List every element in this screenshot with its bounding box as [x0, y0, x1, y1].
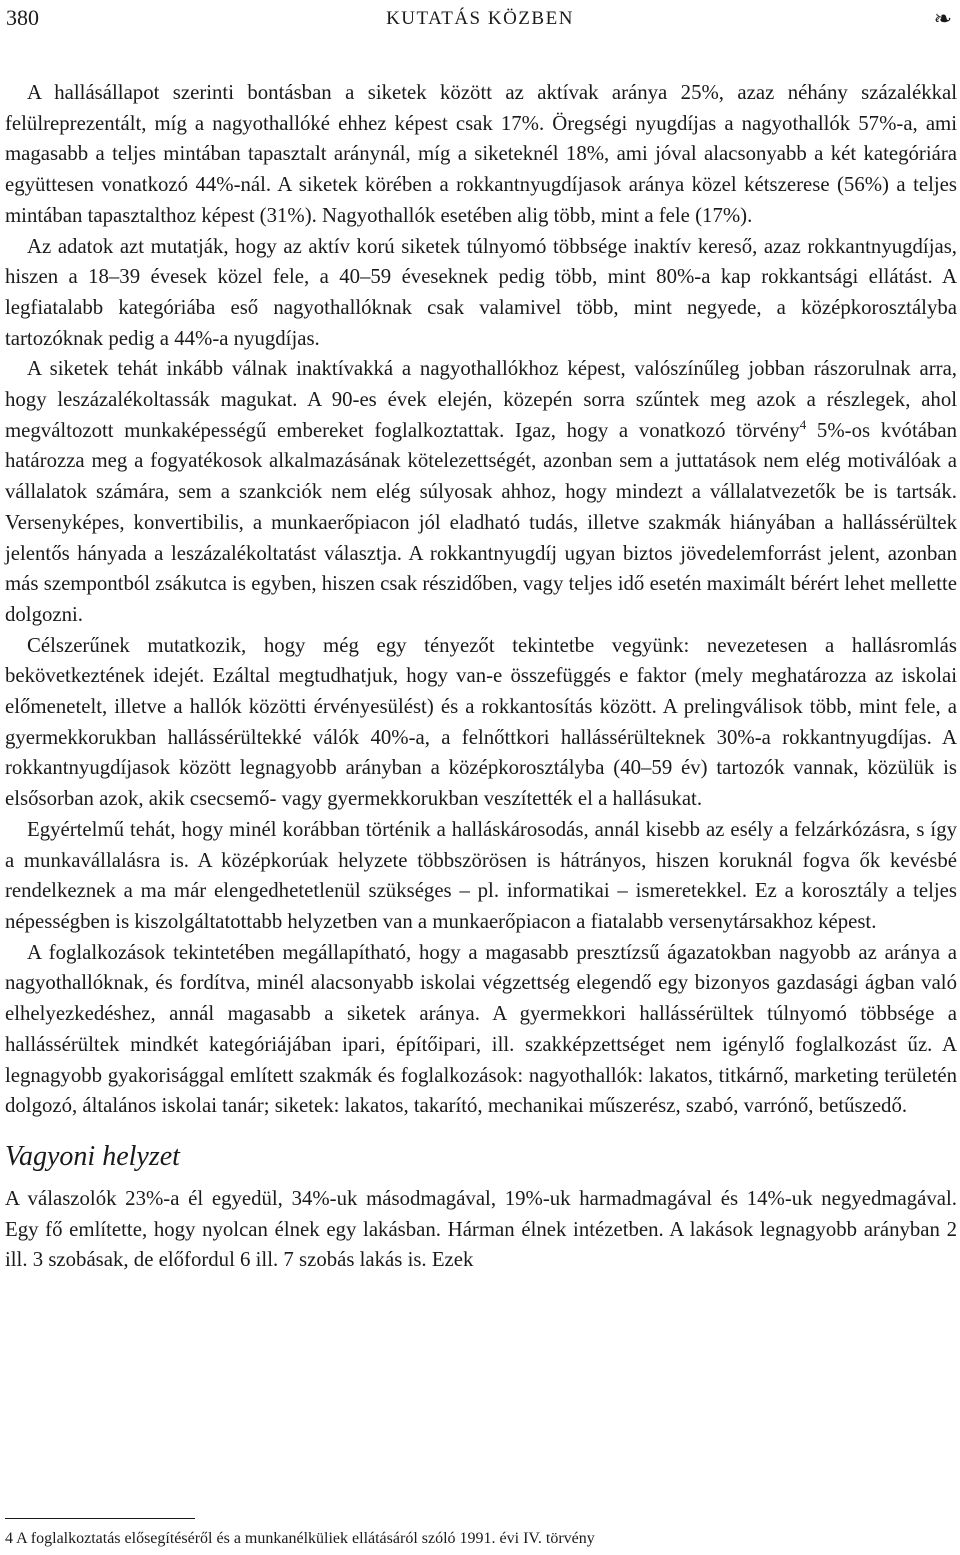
paragraph-5: Egyértelmű tehát, hogy minél korábban történik a halláskárosodás, annál kisebb az esély a felzárkózásra, s így a munkavállalásra is. A középkorúak helyzete többszörösen is hátrányos, hiszen koruknál fogva ők kevésbé rendelkeznek a ma már elengedhetetlenül szükséges – pl. informatikai – ismeretekkel. Ez a korosztály a teljes népességben is kiszolgáltatottabb helyzetben van a munkaerőpiacon a fiatalabb versenytársakhoz képest. [5, 817, 957, 933]
paragraph-4: Célszerűnek mutatkozik, hogy még egy tényezőt tekintetbe vegyünk: nevezetesen a hallásromlás bekövetkeztének idejét. Ezáltal megtudhatjuk, hogy van-e összefüggés e faktor (mely meghatározza az iskolai előmenetelt, illetve a hallók közötti érvényesülést) és a rokkantosítás között. A prelingválisok több, mint fele, a gyermekkorukban hallássérültekké válók 40%-a, a felnőttkori hallássérülteknek 30%-a rokkantnyugdíjas. A rokkantnyugdíjasok között legnagyobb arányban a középkorosztályba (40–59 év) tartozók vannak, közülük is elsősorban azok, akik csecsemő- vagy gyermekkorukban veszítették el a hallásukat. [5, 633, 957, 811]
running-header [6, 4, 954, 34]
body-text [5, 78, 957, 1276]
section-heading: Vagyoni helyzet [5, 1140, 180, 1172]
paragraph-3 [5, 354, 957, 630]
page-number: 380 [6, 5, 39, 30]
paragraph-3-end: 5%-os kvótában határozza meg a fogyatékosok alkalmazásának kötelezettségét, azonban sem a juttatások nem elég motiválóak a vállalatok számára, sem a szankciók nem elég súlyosak ahhoz, hogy mindezt a vállalatvezetők be is tartsák. Versenyképes, konvertibilis, a munkaerőpiacon jól eladható tudás, illetve szakmák hiányában a hallássérültek jelentős hányada a leszázalékoltatást választja. A rokkantnyugdíj ugyan biztos jövedelemforrást jelent, azonban más szempontból zsákutca is egyben, hiszen csak részidőben, vagy teljes idő esetén maximált bérért lehet mellette dolgozni. [5, 418, 957, 626]
footnote-reference[interactable]: 4 [799, 416, 807, 432]
paragraph-1: A hallásállapot szerinti bontásban a siketek között az aktívak aránya 25%, azaz néhány százalékkal felülreprezentált, míg a nagyothallóké ehhez képest csak 17%. Öregségi nyugdíjas a nagyothallók 57%-a, ami magasabb a teljes mintában tapasztalt aránynál, míg a siketeknél 18%, ami jóval alacsonyabb a két kategóriára együttesen vonatkozó 44%-nál. A siketek körében a rokkantnyugdíjasok aránya közel kétszerese (56%) a teljes mintában tapasztalthoz képest (31%). Nagyothallók esetében alig több, mint a fele (17%). [5, 81, 957, 227]
section-paragraph: A válaszolók 23%-a él egyedül, 34%-uk másodmagával, 19%-uk harmadmagával és 14%-uk negyedmagával. Egy fő említette, hogy nyolcan élnek egy lakásban. Hárman élnek intézetben. A lakások legnagyobb arányban 2 ill. 3 szobásak, de előfordul 6 ill. 7 szobás lakás is. Ezek [5, 1186, 957, 1272]
paragraph-2: Az adatok azt mutatják, hogy az aktív korú siketek túlnyomó többsége inaktív kereső, azaz rokkantnyugdíjas, hiszen a 18–39 évesek közel fele, a 40–59 éveseknek pedig több, mint 80%-a kap rokkantsági ellátást. A legfiatalabb kategóriába eső nagyothallóknak csak valamivel több, mint negyede, a középkorosztályba tartozóknak pedig a 44%-a nyugdíjas. [5, 234, 957, 350]
footnote: 4 A foglalkoztatás elősegítéséről és a munkanélküliek ellátásáról szóló 1991. évi IV. törvény [5, 1530, 595, 1547]
running-title: KUTATÁS KÖZBEN [386, 8, 574, 29]
footnote-divider [5, 1518, 195, 1519]
paragraph-6: A foglalkozások tekintetében megállapítható, hogy a magasabb presztízsű ágazatokban nagyobb az aránya a nagyothallóknak, és fordítva, minél alacsonyabb iskolai végzettség elegendő egy bizonyos gazdasági ágban való elhelyezkedéshez, annál magasabb a siketek aránya. A gyermekkori hallássérültek túlnyomó többsége a hallássérültek mindkét kategóriájában ipari, építőipari, ill. szakképzettséget nem igénylő foglalkozást űz. A legnagyobb gyakorisággal említett szakmák és foglalkozások: nagyothallók: lakatos, titkárnő, marketing területén dolgozó, általános iskolai tanár; siketek: lakatos, takarító, mechanikai műszerész, szabó, varrónő, betűszedő. [5, 940, 957, 1118]
paragraph-3-start: A siketek tehát inkább válnak inaktívakká a nagyothallókhoz képest, valószínűleg jobban rászorulnak arra, hogy leszázalékoltassák magukat. A 90-es évek elején, közepén sorra szűntek meg azok a részlegek, ahol megváltozott munkaképességű embereket foglalkoztattak. Igaz, hogy a vonatkozó törvény [5, 357, 957, 442]
fleuron-icon: ❧ [933, 6, 952, 31]
